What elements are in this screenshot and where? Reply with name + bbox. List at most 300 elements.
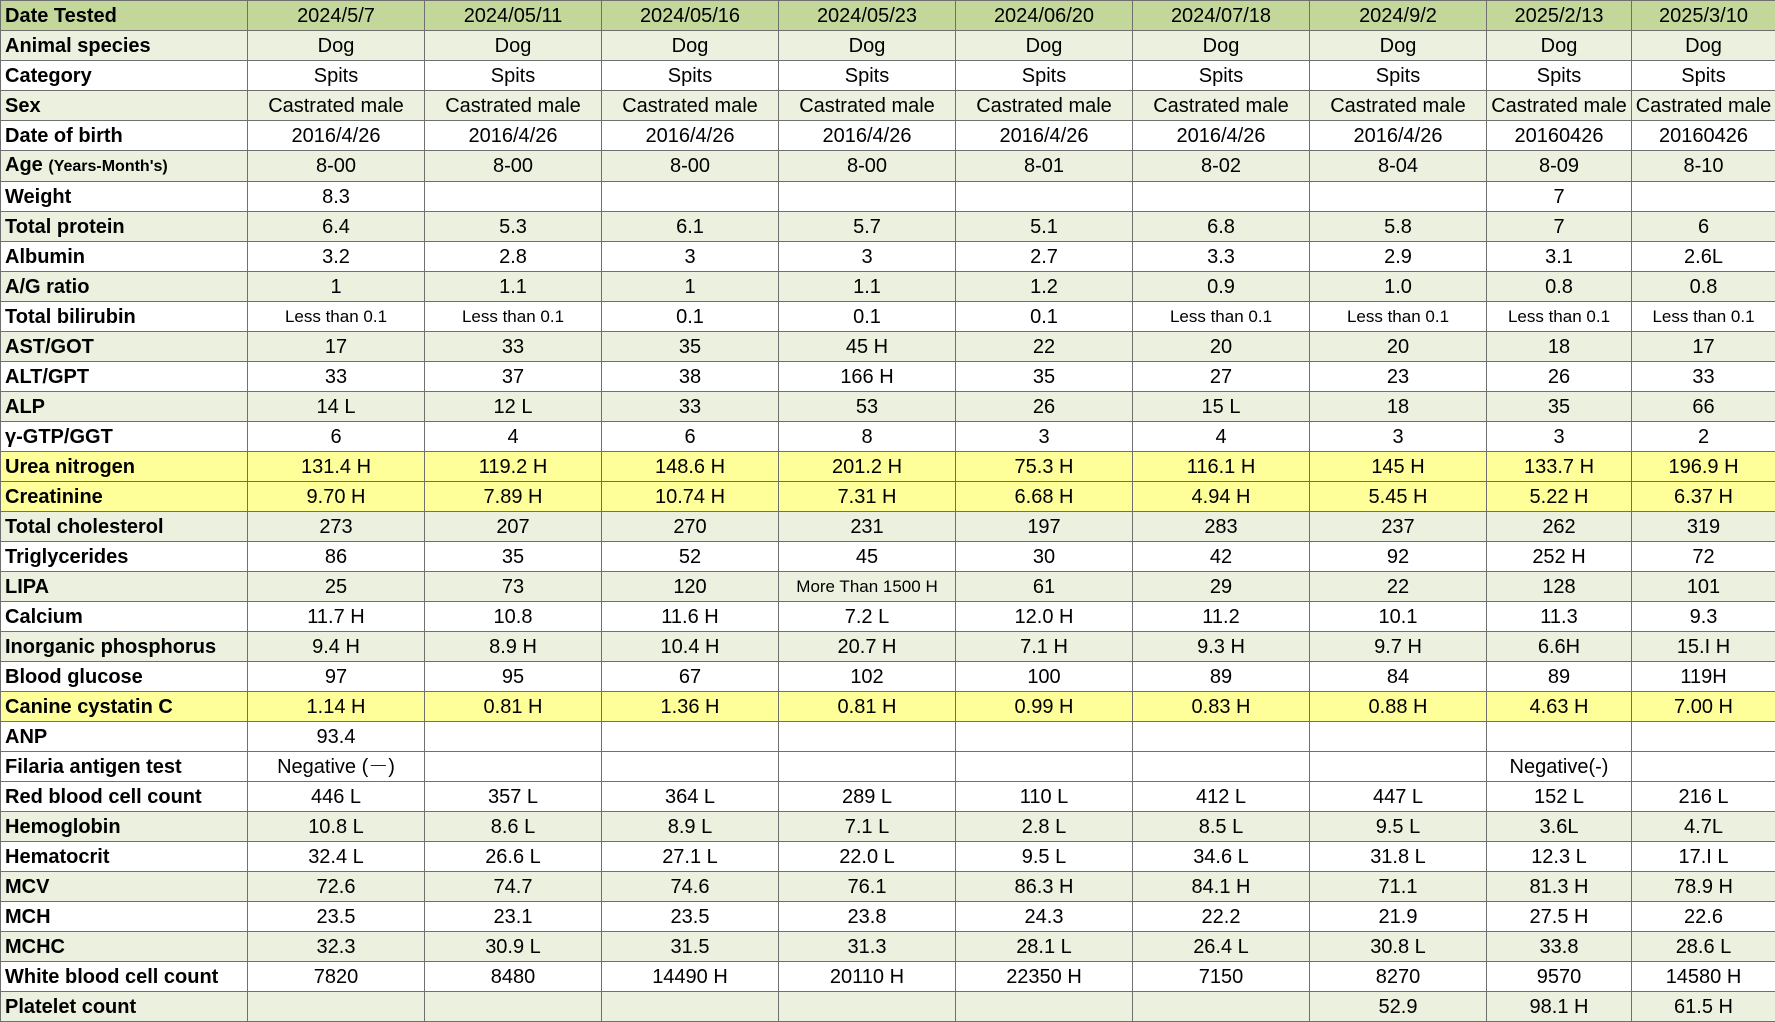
value-cell[interactable]: 2016/4/26 [779, 121, 956, 151]
value-cell[interactable]: 72 [1632, 542, 1775, 572]
value-cell[interactable]: 262 [1487, 512, 1632, 542]
value-cell[interactable]: 37 [425, 362, 602, 392]
value-cell[interactable] [425, 182, 602, 212]
value-cell[interactable]: Spits [1133, 61, 1310, 91]
row-label-cell[interactable] [1, 572, 248, 602]
value-cell[interactable]: 216 L [1632, 782, 1775, 812]
value-cell[interactable]: 9.3 [1632, 602, 1775, 632]
value-cell[interactable] [425, 992, 602, 1022]
value-cell[interactable]: 21.9 [1310, 902, 1487, 932]
value-cell[interactable]: 8270 [1310, 962, 1487, 992]
value-cell[interactable]: 98.1 H [1487, 992, 1632, 1022]
value-cell[interactable]: 1.1 [779, 272, 956, 302]
value-cell[interactable]: 8-01 [956, 151, 1133, 182]
value-cell[interactable] [425, 722, 602, 752]
value-cell[interactable]: 7.2 L [779, 602, 956, 632]
value-cell[interactable]: 0.1 [602, 302, 779, 332]
value-cell[interactable]: Less than 0.1 [248, 302, 425, 332]
value-cell[interactable]: Spits [1310, 61, 1487, 91]
value-cell[interactable] [1632, 752, 1775, 782]
value-cell[interactable]: 52 [602, 542, 779, 572]
value-cell[interactable]: 35 [602, 332, 779, 362]
row-label-cell[interactable] [1, 692, 248, 722]
date-column-header[interactable]: 2024/5/7 [248, 1, 425, 31]
value-cell[interactable]: 8-00 [425, 151, 602, 182]
value-cell[interactable]: 7.1 L [779, 812, 956, 842]
value-cell[interactable]: Dog [956, 31, 1133, 61]
value-cell[interactable]: 20160426 [1487, 121, 1632, 151]
value-cell[interactable]: 24.3 [956, 902, 1133, 932]
value-cell[interactable]: 0.9 [1133, 272, 1310, 302]
value-cell[interactable]: 30.9 L [425, 932, 602, 962]
value-cell[interactable]: 2.7 [956, 242, 1133, 272]
value-cell[interactable] [602, 182, 779, 212]
value-cell[interactable]: 8.5 L [1133, 812, 1310, 842]
value-cell[interactable]: 3 [602, 242, 779, 272]
value-cell[interactable]: 14580 H [1632, 962, 1775, 992]
value-cell[interactable]: 33.8 [1487, 932, 1632, 962]
value-cell[interactable]: 145 H [1310, 452, 1487, 482]
value-cell[interactable]: Castrated male [425, 91, 602, 121]
value-cell[interactable]: 10.8 [425, 602, 602, 632]
value-cell[interactable]: 1.1 [425, 272, 602, 302]
value-cell[interactable]: 10.1 [1310, 602, 1487, 632]
value-cell[interactable]: 95 [425, 662, 602, 692]
value-cell[interactable]: 8-02 [1133, 151, 1310, 182]
value-cell[interactable]: 84.1 H [1133, 872, 1310, 902]
value-cell[interactable]: Castrated male [1487, 91, 1632, 121]
value-cell[interactable]: 4.63 H [1487, 692, 1632, 722]
value-cell[interactable]: Dog [248, 31, 425, 61]
value-cell[interactable]: 89 [1133, 662, 1310, 692]
value-cell[interactable]: Dog [425, 31, 602, 61]
value-cell[interactable]: 446 L [248, 782, 425, 812]
value-cell[interactable]: 12.3 L [1487, 842, 1632, 872]
value-cell[interactable]: 23.1 [425, 902, 602, 932]
value-cell[interactable]: 74.6 [602, 872, 779, 902]
value-cell[interactable]: 28.6 L [1632, 932, 1775, 962]
value-cell[interactable]: 0.1 [956, 302, 1133, 332]
value-cell[interactable]: 17.I L [1632, 842, 1775, 872]
value-cell[interactable]: 3 [956, 422, 1133, 452]
value-cell[interactable]: 6.68 H [956, 482, 1133, 512]
value-cell[interactable]: 27.5 H [1487, 902, 1632, 932]
value-cell[interactable]: 319 [1632, 512, 1775, 542]
value-cell[interactable] [602, 752, 779, 782]
row-label-cell[interactable] [1, 962, 248, 992]
value-cell[interactable]: 364 L [602, 782, 779, 812]
value-cell[interactable]: 133.7 H [1487, 452, 1632, 482]
value-cell[interactable]: 66 [1632, 392, 1775, 422]
value-cell[interactable]: 31.5 [602, 932, 779, 962]
value-cell[interactable] [1133, 752, 1310, 782]
value-cell[interactable]: Castrated male [956, 91, 1133, 121]
value-cell[interactable]: Negative (－) [248, 752, 425, 782]
value-cell[interactable]: 22350 H [956, 962, 1133, 992]
value-cell[interactable] [956, 182, 1133, 212]
value-cell[interactable]: 81.3 H [1487, 872, 1632, 902]
value-cell[interactable] [779, 182, 956, 212]
value-cell[interactable]: Castrated male [602, 91, 779, 121]
value-cell[interactable]: 10.74 H [602, 482, 779, 512]
row-label-cell[interactable] [1, 151, 248, 182]
value-cell[interactable]: 18 [1487, 332, 1632, 362]
value-cell[interactable]: 6.6H [1487, 632, 1632, 662]
value-cell[interactable]: 38 [602, 362, 779, 392]
value-cell[interactable]: 102 [779, 662, 956, 692]
value-cell[interactable]: 8.9 L [602, 812, 779, 842]
value-cell[interactable]: 33 [248, 362, 425, 392]
value-cell[interactable]: 110 L [956, 782, 1133, 812]
value-cell[interactable]: 252 H [1487, 542, 1632, 572]
value-cell[interactable]: 35 [425, 542, 602, 572]
value-cell[interactable]: Spits [1487, 61, 1632, 91]
value-cell[interactable]: Spits [1632, 61, 1775, 91]
value-cell[interactable]: Castrated male [779, 91, 956, 121]
row-label-cell[interactable] [1, 61, 248, 91]
value-cell[interactable]: Spits [602, 61, 779, 91]
value-cell[interactable]: 6.8 [1133, 212, 1310, 242]
value-cell[interactable]: 116.1 H [1133, 452, 1310, 482]
value-cell[interactable]: 86.3 H [956, 872, 1133, 902]
value-cell[interactable]: 0.1 [779, 302, 956, 332]
value-cell[interactable]: 207 [425, 512, 602, 542]
value-cell[interactable]: 22 [1310, 572, 1487, 602]
value-cell[interactable]: Spits [425, 61, 602, 91]
value-cell[interactable]: Spits [956, 61, 1133, 91]
row-label-cell[interactable] [1, 602, 248, 632]
value-cell[interactable]: Dog [1487, 31, 1632, 61]
date-column-header[interactable]: 2024/9/2 [1310, 1, 1487, 31]
value-cell[interactable]: 2.6L [1632, 242, 1775, 272]
value-cell[interactable]: 412 L [1133, 782, 1310, 812]
row-label-cell[interactable] [1, 212, 248, 242]
value-cell[interactable]: 26 [1487, 362, 1632, 392]
value-cell[interactable] [425, 752, 602, 782]
value-cell[interactable]: 0.81 H [425, 692, 602, 722]
value-cell[interactable]: 31.3 [779, 932, 956, 962]
value-cell[interactable]: 5.45 H [1310, 482, 1487, 512]
value-cell[interactable]: Less than 0.1 [1310, 302, 1487, 332]
row-label-cell[interactable] [1, 121, 248, 151]
value-cell[interactable]: 1.14 H [248, 692, 425, 722]
value-cell[interactable]: 35 [1487, 392, 1632, 422]
row-label-cell[interactable] [1, 992, 248, 1022]
value-cell[interactable]: 25 [248, 572, 425, 602]
value-cell[interactable]: 52.9 [1310, 992, 1487, 1022]
row-label-cell[interactable] [1, 302, 248, 332]
value-cell[interactable]: 78.9 H [1632, 872, 1775, 902]
value-cell[interactable]: 20.7 H [779, 632, 956, 662]
value-cell[interactable] [1133, 992, 1310, 1022]
value-cell[interactable]: Dog [1632, 31, 1775, 61]
value-cell[interactable]: 9.5 L [956, 842, 1133, 872]
value-cell[interactable] [1632, 722, 1775, 752]
value-cell[interactable]: 92 [1310, 542, 1487, 572]
value-cell[interactable]: 33 [1632, 362, 1775, 392]
value-cell[interactable] [602, 992, 779, 1022]
value-cell[interactable]: Dog [1310, 31, 1487, 61]
value-cell[interactable]: 9.3 H [1133, 632, 1310, 662]
value-cell[interactable]: 71.1 [1310, 872, 1487, 902]
value-cell[interactable]: 9570 [1487, 962, 1632, 992]
value-cell[interactable]: Castrated male [1310, 91, 1487, 121]
value-cell[interactable]: 61.5 H [1632, 992, 1775, 1022]
value-cell[interactable]: 23.5 [602, 902, 779, 932]
value-cell[interactable]: 33 [602, 392, 779, 422]
value-cell[interactable]: 270 [602, 512, 779, 542]
value-cell[interactable] [1310, 722, 1487, 752]
value-cell[interactable]: 67 [602, 662, 779, 692]
value-cell[interactable]: 4 [425, 422, 602, 452]
value-cell[interactable]: 23.8 [779, 902, 956, 932]
value-cell[interactable]: Negative(-) [1487, 752, 1632, 782]
value-cell[interactable]: 120 [602, 572, 779, 602]
value-cell[interactable]: 1.2 [956, 272, 1133, 302]
value-cell[interactable]: 73 [425, 572, 602, 602]
value-cell[interactable]: 30 [956, 542, 1133, 572]
value-cell[interactable]: 3.3 [1133, 242, 1310, 272]
value-cell[interactable]: 148.6 H [602, 452, 779, 482]
value-cell[interactable]: 32.4 L [248, 842, 425, 872]
value-cell[interactable]: 119H [1632, 662, 1775, 692]
row-label-cell[interactable] [1, 482, 248, 512]
date-column-header[interactable]: 2025/2/13 [1487, 1, 1632, 31]
value-cell[interactable]: 22.0 L [779, 842, 956, 872]
value-cell[interactable]: 84 [1310, 662, 1487, 692]
value-cell[interactable]: 2 [1632, 422, 1775, 452]
value-cell[interactable]: 0.99 H [956, 692, 1133, 722]
value-cell[interactable]: 119.2 H [425, 452, 602, 482]
row-label-cell[interactable] [1, 362, 248, 392]
value-cell[interactable]: 26.4 L [1133, 932, 1310, 962]
value-cell[interactable]: 22 [956, 332, 1133, 362]
value-cell[interactable] [248, 992, 425, 1022]
value-cell[interactable]: 11.6 H [602, 602, 779, 632]
value-cell[interactable] [956, 752, 1133, 782]
value-cell[interactable] [1310, 182, 1487, 212]
value-cell[interactable]: 3.6L [1487, 812, 1632, 842]
value-cell[interactable]: 2.8 [425, 242, 602, 272]
value-cell[interactable]: 26.6 L [425, 842, 602, 872]
value-cell[interactable]: 9.7 H [1310, 632, 1487, 662]
row-label-cell[interactable] [1, 632, 248, 662]
value-cell[interactable]: 6.37 H [1632, 482, 1775, 512]
value-cell[interactable] [956, 722, 1133, 752]
value-cell[interactable]: 3 [1310, 422, 1487, 452]
value-cell[interactable]: 8-00 [602, 151, 779, 182]
value-cell[interactable]: 30.8 L [1310, 932, 1487, 962]
value-cell[interactable]: 6 [602, 422, 779, 452]
value-cell[interactable]: 9.5 L [1310, 812, 1487, 842]
value-cell[interactable]: 128 [1487, 572, 1632, 602]
value-cell[interactable]: Castrated male [1133, 91, 1310, 121]
value-cell[interactable]: 0.88 H [1310, 692, 1487, 722]
value-cell[interactable]: 7.31 H [779, 482, 956, 512]
row-label-cell[interactable] [1, 842, 248, 872]
date-column-header[interactable]: 2025/3/10 [1632, 1, 1775, 31]
value-cell[interactable]: 5.8 [1310, 212, 1487, 242]
value-cell[interactable]: 166 H [779, 362, 956, 392]
date-column-header[interactable]: 2024/05/16 [602, 1, 779, 31]
value-cell[interactable]: 8-09 [1487, 151, 1632, 182]
value-cell[interactable]: 7.00 H [1632, 692, 1775, 722]
value-cell[interactable]: 0.81 H [779, 692, 956, 722]
value-cell[interactable]: 201.2 H [779, 452, 956, 482]
value-cell[interactable]: 8480 [425, 962, 602, 992]
row-label-cell[interactable] [1, 932, 248, 962]
value-cell[interactable]: 5.7 [779, 212, 956, 242]
value-cell[interactable]: 27 [1133, 362, 1310, 392]
value-cell[interactable]: 29 [1133, 572, 1310, 602]
value-cell[interactable]: 7 [1487, 182, 1632, 212]
value-cell[interactable]: 231 [779, 512, 956, 542]
value-cell[interactable]: 6 [1632, 212, 1775, 242]
value-cell[interactable]: 12 L [425, 392, 602, 422]
value-cell[interactable]: 23.5 [248, 902, 425, 932]
value-cell[interactable]: 28.1 L [956, 932, 1133, 962]
date-column-header[interactable]: 2024/06/20 [956, 1, 1133, 31]
row-label-cell[interactable] [1, 662, 248, 692]
row-label-cell[interactable] [1, 392, 248, 422]
value-cell[interactable]: 6.4 [248, 212, 425, 242]
value-cell[interactable]: 20 [1133, 332, 1310, 362]
value-cell[interactable]: Dog [1133, 31, 1310, 61]
row-label-cell[interactable] [1, 722, 248, 752]
value-cell[interactable]: Spits [779, 61, 956, 91]
value-cell[interactable]: 22.6 [1632, 902, 1775, 932]
value-cell[interactable]: Less than 0.1 [1487, 302, 1632, 332]
header-label-cell[interactable]: Date Tested [1, 1, 248, 31]
value-cell[interactable]: 0.8 [1487, 272, 1632, 302]
row-label-cell[interactable] [1, 182, 248, 212]
value-cell[interactable]: 9.4 H [248, 632, 425, 662]
value-cell[interactable]: 10.4 H [602, 632, 779, 662]
value-cell[interactable]: 31.8 L [1310, 842, 1487, 872]
value-cell[interactable]: 8.3 [248, 182, 425, 212]
value-cell[interactable]: Castrated male [1632, 91, 1775, 121]
value-cell[interactable] [956, 992, 1133, 1022]
value-cell[interactable]: 15 L [1133, 392, 1310, 422]
value-cell[interactable]: 7150 [1133, 962, 1310, 992]
value-cell[interactable]: 75.3 H [956, 452, 1133, 482]
value-cell[interactable]: 32.3 [248, 932, 425, 962]
row-label-cell[interactable] [1, 31, 248, 61]
row-label-cell[interactable] [1, 91, 248, 121]
value-cell[interactable]: 2016/4/26 [425, 121, 602, 151]
value-cell[interactable]: 11.7 H [248, 602, 425, 632]
value-cell[interactable]: 3 [779, 242, 956, 272]
value-cell[interactable]: 15.I H [1632, 632, 1775, 662]
value-cell[interactable]: 1 [602, 272, 779, 302]
value-cell[interactable]: 447 L [1310, 782, 1487, 812]
value-cell[interactable]: 0.8 [1632, 272, 1775, 302]
row-label-cell[interactable] [1, 782, 248, 812]
value-cell[interactable]: 72.6 [248, 872, 425, 902]
value-cell[interactable]: Less than 0.1 [425, 302, 602, 332]
row-label-cell[interactable] [1, 542, 248, 572]
value-cell[interactable]: 8.6 L [425, 812, 602, 842]
value-cell[interactable]: 8-00 [248, 151, 425, 182]
row-label-cell[interactable] [1, 872, 248, 902]
value-cell[interactable]: 2016/4/26 [956, 121, 1133, 151]
value-cell[interactable]: 100 [956, 662, 1133, 692]
date-column-header[interactable]: 2024/05/23 [779, 1, 956, 31]
row-label-cell[interactable] [1, 242, 248, 272]
value-cell[interactable]: 1 [248, 272, 425, 302]
value-cell[interactable]: 197 [956, 512, 1133, 542]
value-cell[interactable]: 196.9 H [1632, 452, 1775, 482]
value-cell[interactable] [602, 722, 779, 752]
value-cell[interactable]: Spits [248, 61, 425, 91]
value-cell[interactable]: 61 [956, 572, 1133, 602]
value-cell[interactable]: 6.1 [602, 212, 779, 242]
value-cell[interactable]: 45 [779, 542, 956, 572]
value-cell[interactable]: 152 L [1487, 782, 1632, 812]
value-cell[interactable]: 23 [1310, 362, 1487, 392]
value-cell[interactable]: 8.9 H [425, 632, 602, 662]
row-label-cell[interactable] [1, 512, 248, 542]
value-cell[interactable]: 273 [248, 512, 425, 542]
value-cell[interactable]: 5.22 H [1487, 482, 1632, 512]
row-label-cell[interactable] [1, 752, 248, 782]
value-cell[interactable]: 4 [1133, 422, 1310, 452]
value-cell[interactable]: 10.8 L [248, 812, 425, 842]
value-cell[interactable]: 4.94 H [1133, 482, 1310, 512]
value-cell[interactable]: 9.70 H [248, 482, 425, 512]
value-cell[interactable]: 45 H [779, 332, 956, 362]
date-column-header[interactable]: 2024/07/18 [1133, 1, 1310, 31]
value-cell[interactable]: 42 [1133, 542, 1310, 572]
value-cell[interactable]: 5.1 [956, 212, 1133, 242]
value-cell[interactable]: 2016/4/26 [1310, 121, 1487, 151]
value-cell[interactable]: 1.36 H [602, 692, 779, 722]
value-cell[interactable]: 11.2 [1133, 602, 1310, 632]
value-cell[interactable]: 35 [956, 362, 1133, 392]
value-cell[interactable]: 8 [779, 422, 956, 452]
value-cell[interactable]: 89 [1487, 662, 1632, 692]
value-cell[interactable]: 357 L [425, 782, 602, 812]
value-cell[interactable]: 14490 H [602, 962, 779, 992]
value-cell[interactable] [779, 722, 956, 752]
row-label-cell[interactable] [1, 422, 248, 452]
value-cell[interactable]: 12.0 H [956, 602, 1133, 632]
value-cell[interactable]: 27.1 L [602, 842, 779, 872]
value-cell[interactable] [1487, 722, 1632, 752]
value-cell[interactable]: 8-10 [1632, 151, 1775, 182]
value-cell[interactable] [1133, 182, 1310, 212]
value-cell[interactable]: 18 [1310, 392, 1487, 422]
value-cell[interactable]: 8-04 [1310, 151, 1487, 182]
value-cell[interactable]: 33 [425, 332, 602, 362]
value-cell[interactable]: More Than 1500 H [779, 572, 956, 602]
value-cell[interactable]: 7.89 H [425, 482, 602, 512]
value-cell[interactable]: 2.9 [1310, 242, 1487, 272]
value-cell[interactable]: 2016/4/26 [248, 121, 425, 151]
value-cell[interactable]: 17 [1632, 332, 1775, 362]
row-label-cell[interactable] [1, 812, 248, 842]
value-cell[interactable]: 97 [248, 662, 425, 692]
value-cell[interactable]: 3.2 [248, 242, 425, 272]
value-cell[interactable]: 4.7L [1632, 812, 1775, 842]
value-cell[interactable]: 7820 [248, 962, 425, 992]
value-cell[interactable] [779, 992, 956, 1022]
value-cell[interactable]: 17 [248, 332, 425, 362]
value-cell[interactable]: 14 L [248, 392, 425, 422]
date-column-header[interactable]: 2024/05/11 [425, 1, 602, 31]
value-cell[interactable]: 8-00 [779, 151, 956, 182]
value-cell[interactable]: 0.83 H [1133, 692, 1310, 722]
